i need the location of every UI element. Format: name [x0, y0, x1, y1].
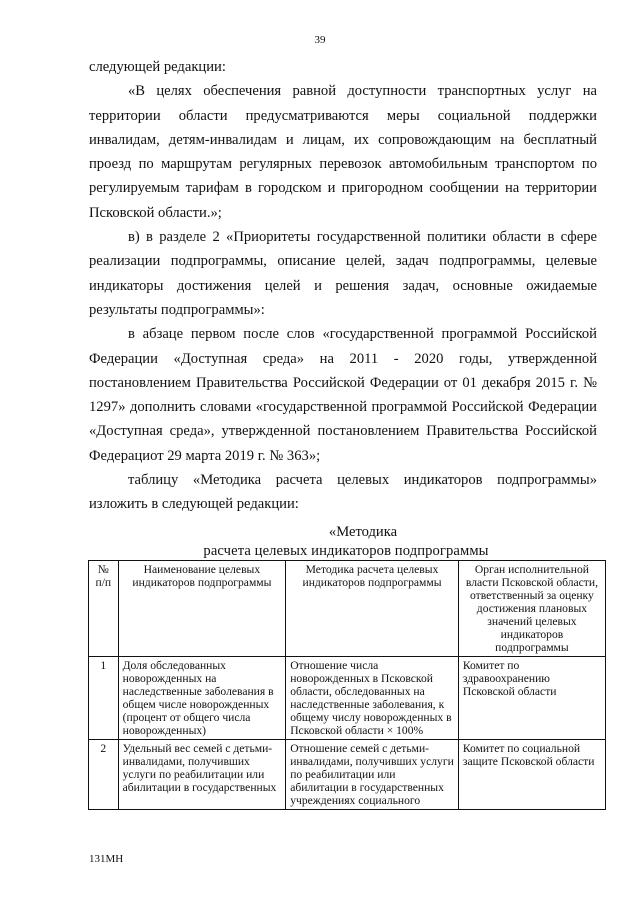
row-indicator-name: Удельный вес семей с детьми-инвалидами, получивших услуги по реабилитации или абилитации в государственных	[118, 740, 286, 810]
row-responsible-body: Комитет по здравоохранению Псковской области	[458, 657, 605, 740]
indicators-table	[88, 560, 606, 810]
header-responsible-body: Орган исполнительной власти Псковской области, ответственный за оценку достижения плановых значений целевых индикаторов подпрограммы	[458, 561, 605, 657]
table-title	[89, 523, 597, 561]
page-number: 39	[314, 34, 326, 46]
row-method: Отношение числа новорожденных в Псковской области, обследованных на наследственные заболевания, к общему числу новорожденных в Псковской области × 100%	[286, 657, 459, 740]
footer-document-code: 131МН	[89, 853, 124, 865]
header-indicator-name: Наименование целевых индикаторов подпрограммы	[118, 561, 286, 657]
row-number: 2	[89, 740, 119, 810]
table-title-line-2: расчета целевых индикаторов подпрограммы	[203, 543, 489, 559]
table-header-row	[89, 561, 606, 657]
paragraph-quote: «В целях обеспечения равной доступности транспортных услуг на территории области предусматриваются меры социальной поддержки инвалидам, детям-инвалидам и лицам, их сопровождающим на бесплатный проезд по маршрутам регулярных перевозок автомобильным транспортом по регулируемым тарифам в городском и пригородном сообщении на территории Псковской области.»;	[89, 83, 597, 221]
row-number: 1	[89, 657, 119, 740]
paragraph-section-2: в) в разделе 2 «Приоритеты государственной политики области в сфере реализации подпрограммы, описание целей, задач подпрограммы, целевые индикаторы достижения целей и решения задач, основные ожидаемые результаты подпрограммы»:	[89, 229, 597, 318]
table-title-line-1: «Методика	[328, 524, 398, 540]
row-method: Отношение семей с детьми-инвалидами, получивших услуги по реабилитации или абилитации в государственных учреждениях социального	[286, 740, 459, 810]
body-text	[89, 55, 597, 517]
paragraph-table-intro: таблицу «Методика расчета целевых индикаторов подпрограммы» изложить в следующей редакции:	[89, 472, 597, 513]
paragraph-first-abzac: в абзаце первом после слов «государственной программой Российской Федерации «Доступная среда» на 2011 - 2020 годы, утвержденной постановлением Правительства Российской Федерации от 01 декабря 2015 г. № 1297» дополнить словами «государственной программой Российской Федерации «Доступная среда», утвержденной постановлением Правительства Российской Федерациот 29 марта 2019 г. № 363»;	[89, 326, 597, 464]
row-indicator-name: Доля обследованных новорожденных на наследственные заболевания в общем числе новорожденных (процент от общего числа новорожденных)	[118, 657, 286, 740]
paragraph-intro: следующей редакции:	[89, 59, 226, 75]
row-responsible-body: Комитет по социальной защите Псковской области	[458, 740, 605, 810]
header-number: № п/п	[89, 561, 119, 657]
header-method: Методика расчета целевых индикаторов подпрограммы	[286, 561, 459, 657]
table-row	[89, 740, 606, 810]
table-row	[89, 657, 606, 740]
